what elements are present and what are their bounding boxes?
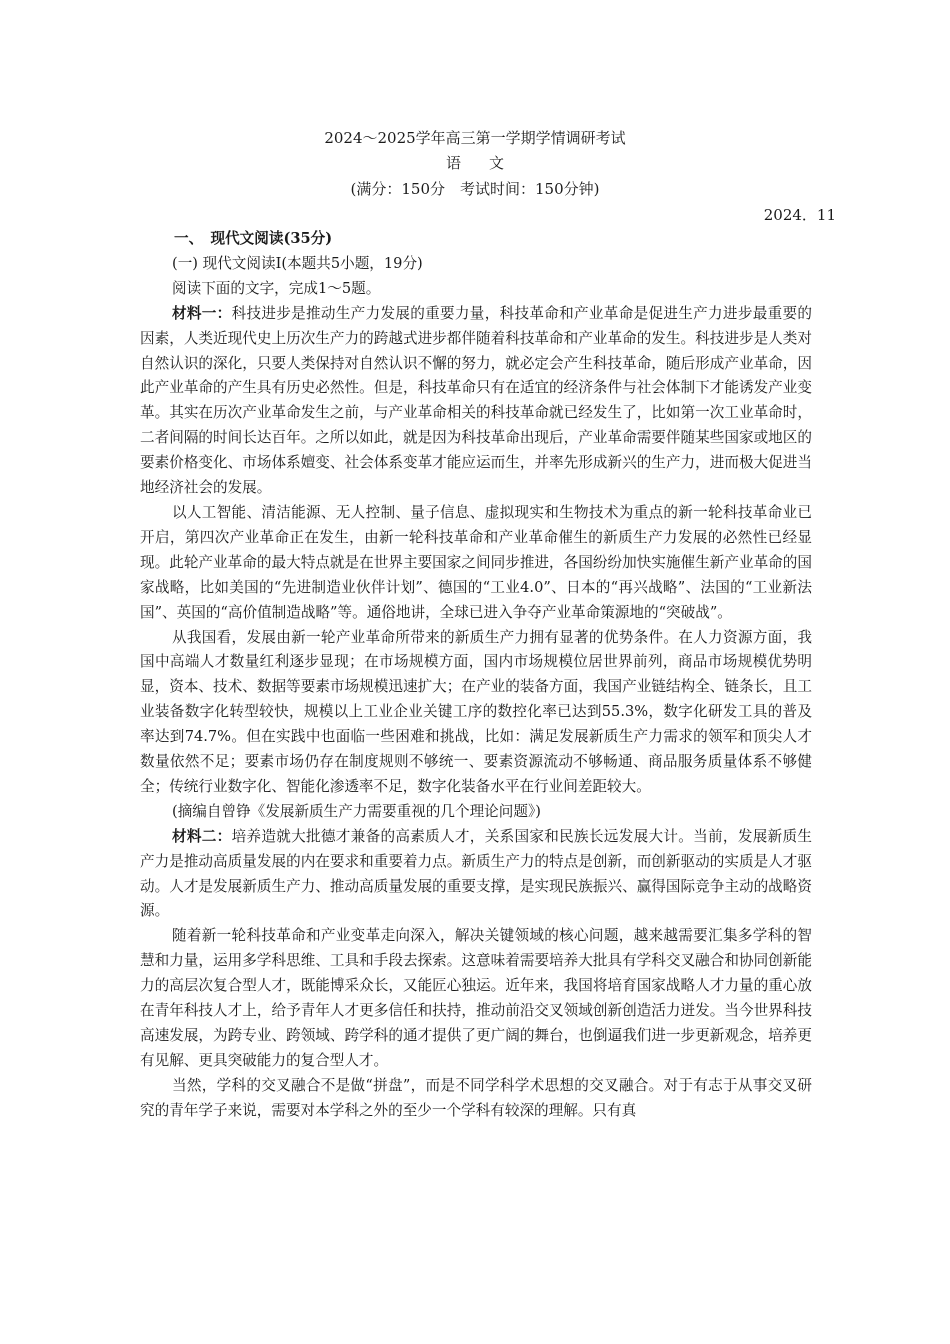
exam-subject: 语文 — [445, 154, 532, 172]
material1-paragraph-2: 以人工智能、清洁能源、无人控制、量子信息、虚拟现实和生物技术为重点的新一轮科技革命业已开启，第四次产业革命正在发生，由新一轮科技革命和产业革命催生的新质生产力发展的必然性已经显现。此轮产业革命的最大特点就是在世界主要国家之间同步推进，各国纷纷加快实施催生新产业革命的国家战略，比如美国的“先进制造业伙伴计划”、德国的“工业4.0”、日本的“再兴战略”、法国的“工业新法国”、英国的“高价值制造战略”等。通俗地讲，全球已进入争夺产业革命策源地的“突破战”。 — [140, 503, 812, 621]
material2-paragraph-3: 当然，学科的交叉融合不是做“拼盘”，而是不同学科学术思想的交叉融合。对于有志于从事交叉研究的青年学子来说，需要对本学科之外的至少一个学科有较深的理解。只有真 — [140, 1076, 812, 1119]
material1-label: 材料一： — [172, 304, 232, 322]
reading-instruction: 阅读下面的文字，完成1～5题。 — [172, 279, 381, 297]
exam-body — [140, 227, 812, 1124]
exam-date: 2024．11 — [763, 206, 836, 224]
material1-source: (摘编自曾铮《发展新质生产力需要重视的几个理论问题》) — [172, 802, 541, 820]
material1-paragraph-3: 从我国看，发展由新一轮产业革命所带来的新质生产力拥有显著的优势条件。在人力资源方面，我国中高端人才数量红利逐步显现；在市场规模方面，国内市场规模位居世界前列，商品市场规模优势明显，资本、技术、数据等要素市场规模迅速扩大；在产业的装备方面，我国产业链结构全、链条长，且工业装备数字化转型较快，规模以上工业企业关键工序的数控化率已达到55.3%，数字化研发工具的普及率达到74.7%。但在实践中也面临一些困难和挑战，比如：满足发展新质生产力需求的领军和顶尖人才数量依然不足；要素市场仍存在制度规则不够统一、要素资源流动不够畅通、商品服务质量体系不够健全；传统行业数字化、智能化渗透率不足，数字化装备水平在行业间差距较大。 — [140, 628, 812, 795]
material2-paragraph-1 — [140, 825, 812, 925]
material2-paragraph-2: 随着新一轮科技革命和产业变革走向深入，解决关键领域的核心问题，越来越需要汇集多学科的智慧和力量，运用多学科思维、工具和手段去探索。这意味着需要培养大批具有学科交叉融合和协同创新能力的高层次复合型人才，既能博采众长，又能匠心独运。近年来，我国将培育国家战略人才力量的重心放在青年科技人才上，给予青年人才更多信任和扶持，推动前沿交叉领域创新创造活力迸发。当今世界科技高速发展，为跨专业、跨领域、跨学科的通才提供了更广阔的舞台，也倒逼我们进一步更新观念，培养更有见解、更具突破能力的复合型人才。 — [140, 927, 812, 1069]
material1-paragraph-1 — [140, 302, 812, 501]
subsection-heading: (一) 现代文阅读Ⅰ(本题共5小题，19分) — [172, 254, 423, 272]
material2-label: 材料二： — [172, 827, 232, 845]
exam-info: (满分：150分 考试时间：150分钟) — [350, 180, 600, 198]
material1-text-1: 科技进步是推动生产力发展的重要力量，科技革命和产业革命是促进生产力进步最重要的因素，人类近现代史上历次生产力的跨越式进步都伴随着科技革命和产业革命的发生。科技进步是人类对自然认识的深化，只要人类保持对自然认识不懈的努力，就必定会产生科技革命，随后形成产业革命，因此产业革命的产生具有历史必然性。但是，科技革命只有在适宜的经济条件与社会体制下才能诱发产业变革。其实在历次产业革命发生之前，与产业革命相关的科技革命就已经发生了，比如第一次工业革命时，二者间隔的时间长达百年。之所以如此，就是因为科技革命出现后，产业革命需要伴随某些国家或地区的要素价格变化、市场体系嬗变、社会体系变革才能应运而生，并率先形成新兴的生产力，进而极大促进当地经济社会的发展。 — [140, 304, 812, 497]
material2-text-1: 培养造就大批德才兼备的高素质人才，关系国家和民族长远发展大计。当前，发展新质生产力是推动高质量发展的内在要求和重要着力点。新质生产力的特点是创新，而创新驱动的实质是人才驱动。人才是发展新质生产力、推动高质量发展的重要支撑，是实现民族振兴、赢得国际竞争主动的战略资源。 — [140, 827, 812, 920]
section-heading: 一、 现代文阅读(35分) — [174, 230, 333, 247]
exam-title: 2024～2025学年高三第一学期学情调研考试 — [324, 129, 626, 147]
